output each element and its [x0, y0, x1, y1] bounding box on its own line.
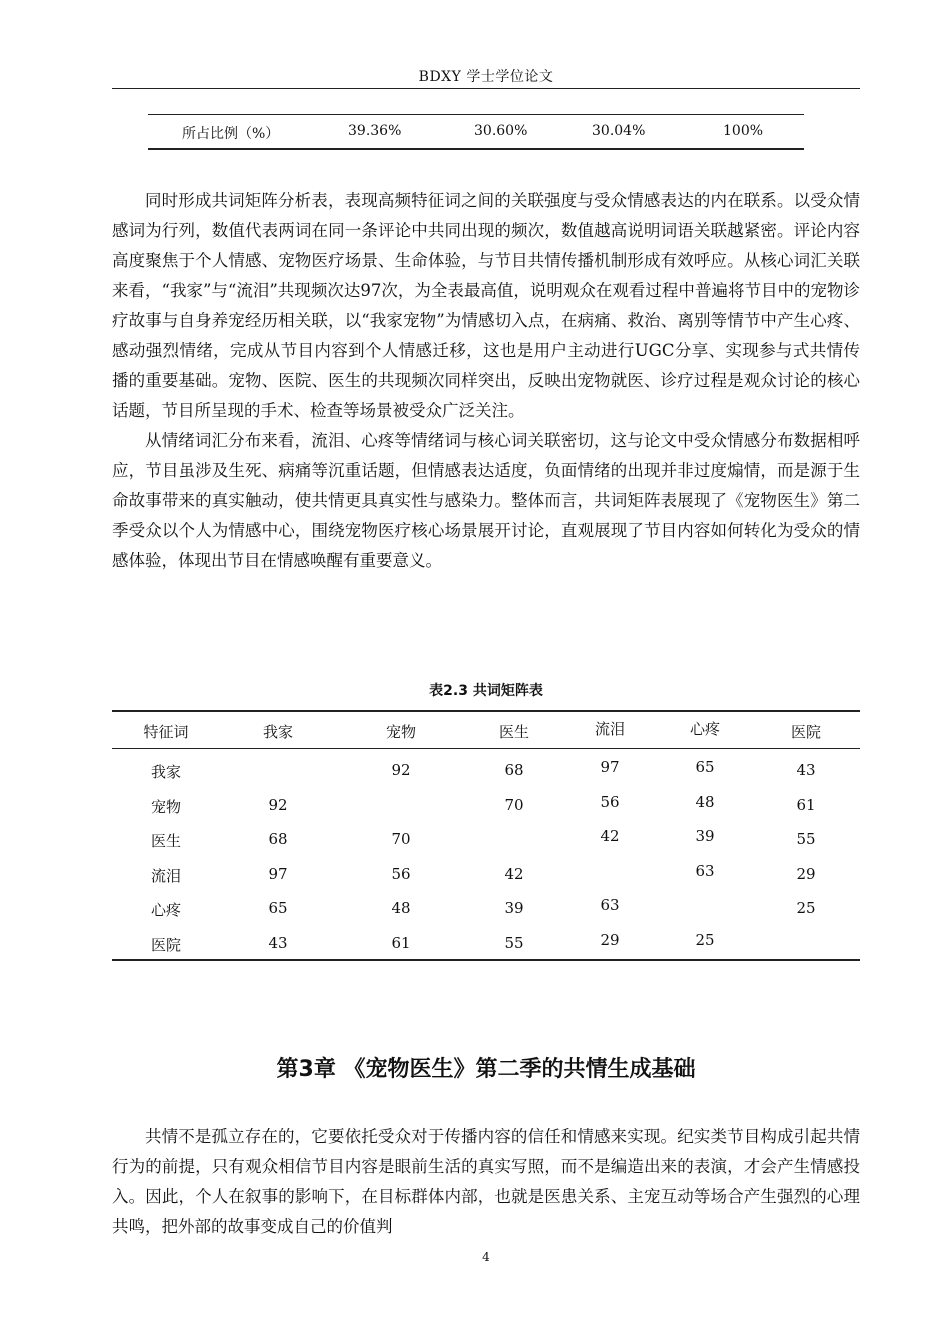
table-cell: 92	[268, 795, 288, 814]
table-cell: 25	[796, 899, 816, 917]
table-cell: 97	[268, 864, 288, 883]
table-caption: 表2.3 共词矩阵表	[429, 683, 543, 699]
table-cell: 30.04%	[592, 123, 646, 139]
page-number: 4	[482, 1250, 490, 1264]
table-cell: 39.36%	[348, 123, 402, 139]
column-header: 我家	[262, 723, 294, 741]
table-cell: 55	[504, 933, 524, 952]
table-cell: 68	[504, 761, 524, 779]
paragraph: 共情不是孤立存在的，它要依托受众对于传播内容的信任和情感来实现。纪实类节目构成引起共情行为的前提，只有观众相信节目内容是眼前生活的真实写照，而不是编造出来的表演，才会产生情感投入。因此，个人在叙事的影响下，在目标群体内部，也就是医患关系、主宠互动等场合产生强烈的心理共鸣，把外部的故事变成自己的价值判	[112, 1127, 860, 1236]
table-cell: 55	[796, 830, 816, 848]
table-cell: 29	[600, 930, 620, 949]
table-cell: 42	[600, 827, 620, 845]
header-rule	[112, 88, 860, 89]
table-cell: 29	[796, 864, 816, 883]
table-cell: 63	[695, 861, 715, 880]
table-bottom-rule	[148, 148, 804, 150]
table-cell: 30.60%	[474, 123, 528, 139]
table-cell: 63	[600, 896, 620, 914]
chapter-body	[112, 1122, 860, 1242]
table-cell: 39	[695, 827, 715, 845]
column-header: 医生	[498, 723, 530, 741]
table-row	[112, 787, 860, 822]
section-body	[112, 186, 860, 576]
column-header: 宠物	[385, 723, 417, 741]
paragraph: 同时形成共词矩阵分析表，表现高频特征词之间的关联强度与受众情感表达的内在联系。以受众情感词为行列，数值代表两词在同一条评论中共同出现的频次，数值越高说明词语关联越紧密。评论内容高度聚焦于个人情感、宠物医疗场景、生命体验，与节目共情传播机制形成有效呼应。从核心词汇关联来看，“我家”与“流泪”共现频次达97次，为全表最高值，说明观众在观看过程中普遍将节目中的宠物诊疗故事与自身养宠经历相关联，以“我家宠物”为情感切入点，在病痛、救治、离别等情节中产生心疼、感动强烈情绪，完成从节目内容到个人情感迁移，这也是用户主动进行UGC分享、实现参与式共情传播的重要基础。宠物、医院、医生的共现频次同样突出，反映出宠物就医、诊疗过程是观众讨论的核心话题，节目所呈现的手术、检查等场景被受众广泛关注。	[112, 191, 860, 420]
matrix-body	[112, 749, 860, 959]
running-header: BDXY 学士学位论文	[418, 69, 554, 85]
table-row	[112, 890, 860, 925]
table-row	[112, 752, 860, 787]
table-cell: 42	[504, 864, 524, 883]
table-cell: 39	[504, 899, 524, 917]
table-cell: 61	[796, 795, 816, 814]
table-cell: 70	[391, 830, 411, 848]
row-label: 所占比例（%）	[182, 126, 280, 142]
column-header: 心疼	[689, 720, 721, 738]
chapter-title: 第3章 《宠物医生》第二季的共情生成基础	[276, 1057, 696, 1082]
matrix-header-row	[112, 712, 860, 748]
table-cell: 100%	[723, 123, 764, 139]
table-cell: 56	[391, 864, 411, 883]
table-cell: 43	[268, 933, 288, 952]
table-row	[112, 856, 860, 891]
table-row	[112, 821, 860, 856]
cooccurrence-matrix	[112, 710, 860, 961]
table-cell: 61	[391, 933, 411, 952]
row-label: 我家	[150, 763, 182, 781]
table-cell: 70	[504, 795, 524, 814]
table-cell: 92	[391, 761, 411, 779]
table-row	[148, 115, 804, 148]
table-cell: 25	[695, 930, 715, 949]
table-cell: 48	[695, 792, 715, 811]
table-cell: 43	[796, 761, 816, 779]
row-label: 医生	[150, 832, 182, 850]
row-label: 宠物	[150, 797, 182, 816]
table-cell: 56	[600, 792, 620, 811]
row-label: 医院	[150, 935, 182, 954]
table-cell: 65	[695, 758, 715, 776]
column-header: 医院	[790, 723, 822, 741]
matrix-bottom-rule	[112, 959, 860, 961]
row-label: 流泪	[150, 866, 182, 885]
table-cell: 65	[268, 899, 288, 917]
row-label: 心疼	[150, 901, 182, 919]
paragraph: 从情绪词汇分布来看，流泪、心疼等情绪词与核心词关联密切，这与论文中受众情感分布数据相呼应，节目虽涉及生死、病痛等沉重话题，但情感表达适度，负面情绪的出现并非过度煽情，而是源于生命故事带来的真实触动，使共情更具真实性与感染力。整体而言，共词矩阵表展现了《宠物医生》第二季受众以个人为情感中心，围绕宠物医疗核心场景展开讨论，直观展现了节目内容如何转化为受众的情感体验，体现出节目在情感唤醒有重要意义。	[112, 431, 860, 570]
table-row	[112, 925, 860, 960]
column-header: 流泪	[594, 720, 626, 738]
proportion-table	[148, 114, 804, 150]
column-header: 特征词	[143, 723, 189, 741]
table-cell: 97	[600, 758, 620, 776]
table-cell: 48	[391, 899, 411, 917]
table-cell: 68	[268, 830, 288, 848]
